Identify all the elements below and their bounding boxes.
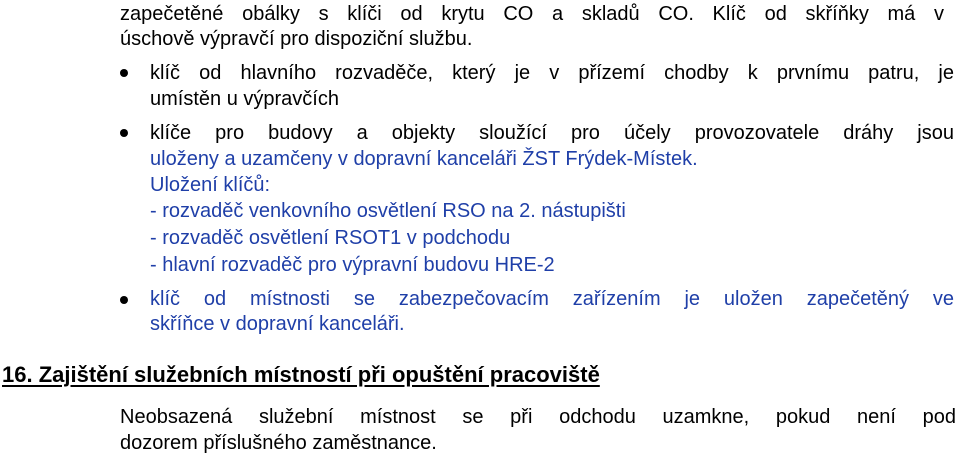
bullet-1-line-1: klíč od hlavního rozvaděče, který je v přízemí chodby k prvnímu patru, je xyxy=(150,62,954,84)
sub-item: - rozvaděč osvětlení RSOT1 v podchodu xyxy=(150,227,511,249)
section-paragraph-line-2: dozorem příslušného zaměstnance. xyxy=(120,432,437,454)
section-paragraph-line-1: Neobsazená služební místnost se při odchodu uzamkne, pokud není pod xyxy=(120,406,956,428)
bullet-dot xyxy=(120,129,128,137)
bullet-3-line-1: klíč od místnosti se zabezpečovacím zařízením je uložen zapečetěný ve xyxy=(150,288,954,310)
continuation-line-2: úschově výpravčí pro dispoziční službu. xyxy=(120,28,473,50)
sub-item: - rozvaděč venkovního osvětlení RSO na 2. nástupišti xyxy=(150,200,626,222)
bullet-3-line-2: skříňce v dopravní kanceláři. xyxy=(150,313,405,335)
bullet-2-line-2: uloženy a uzamčeny v dopravní kanceláři ŽST Frýdek-Místek. xyxy=(150,148,698,170)
bullet-2-line-1: klíče pro budovy a objekty sloužící pro účely provozovatele dráhy jsou xyxy=(150,122,954,144)
bullet-dot xyxy=(120,69,128,77)
continuation-line-1: zapečetěné obálky s klíči od krytu CO a skladů CO. Klíč od skříňky má v xyxy=(120,3,944,25)
sub-item: - hlavní rozvaděč pro výpravní budovu HRE-2 xyxy=(150,254,555,276)
section-heading: 16. Zajištění služebních místností při opuštění pracoviště xyxy=(2,362,600,387)
bullet-1-line-2: umístěn u výpravčích xyxy=(150,88,339,110)
bullet-dot xyxy=(120,296,128,304)
bullet-2-line-3: Uložení klíčů: xyxy=(150,174,271,196)
